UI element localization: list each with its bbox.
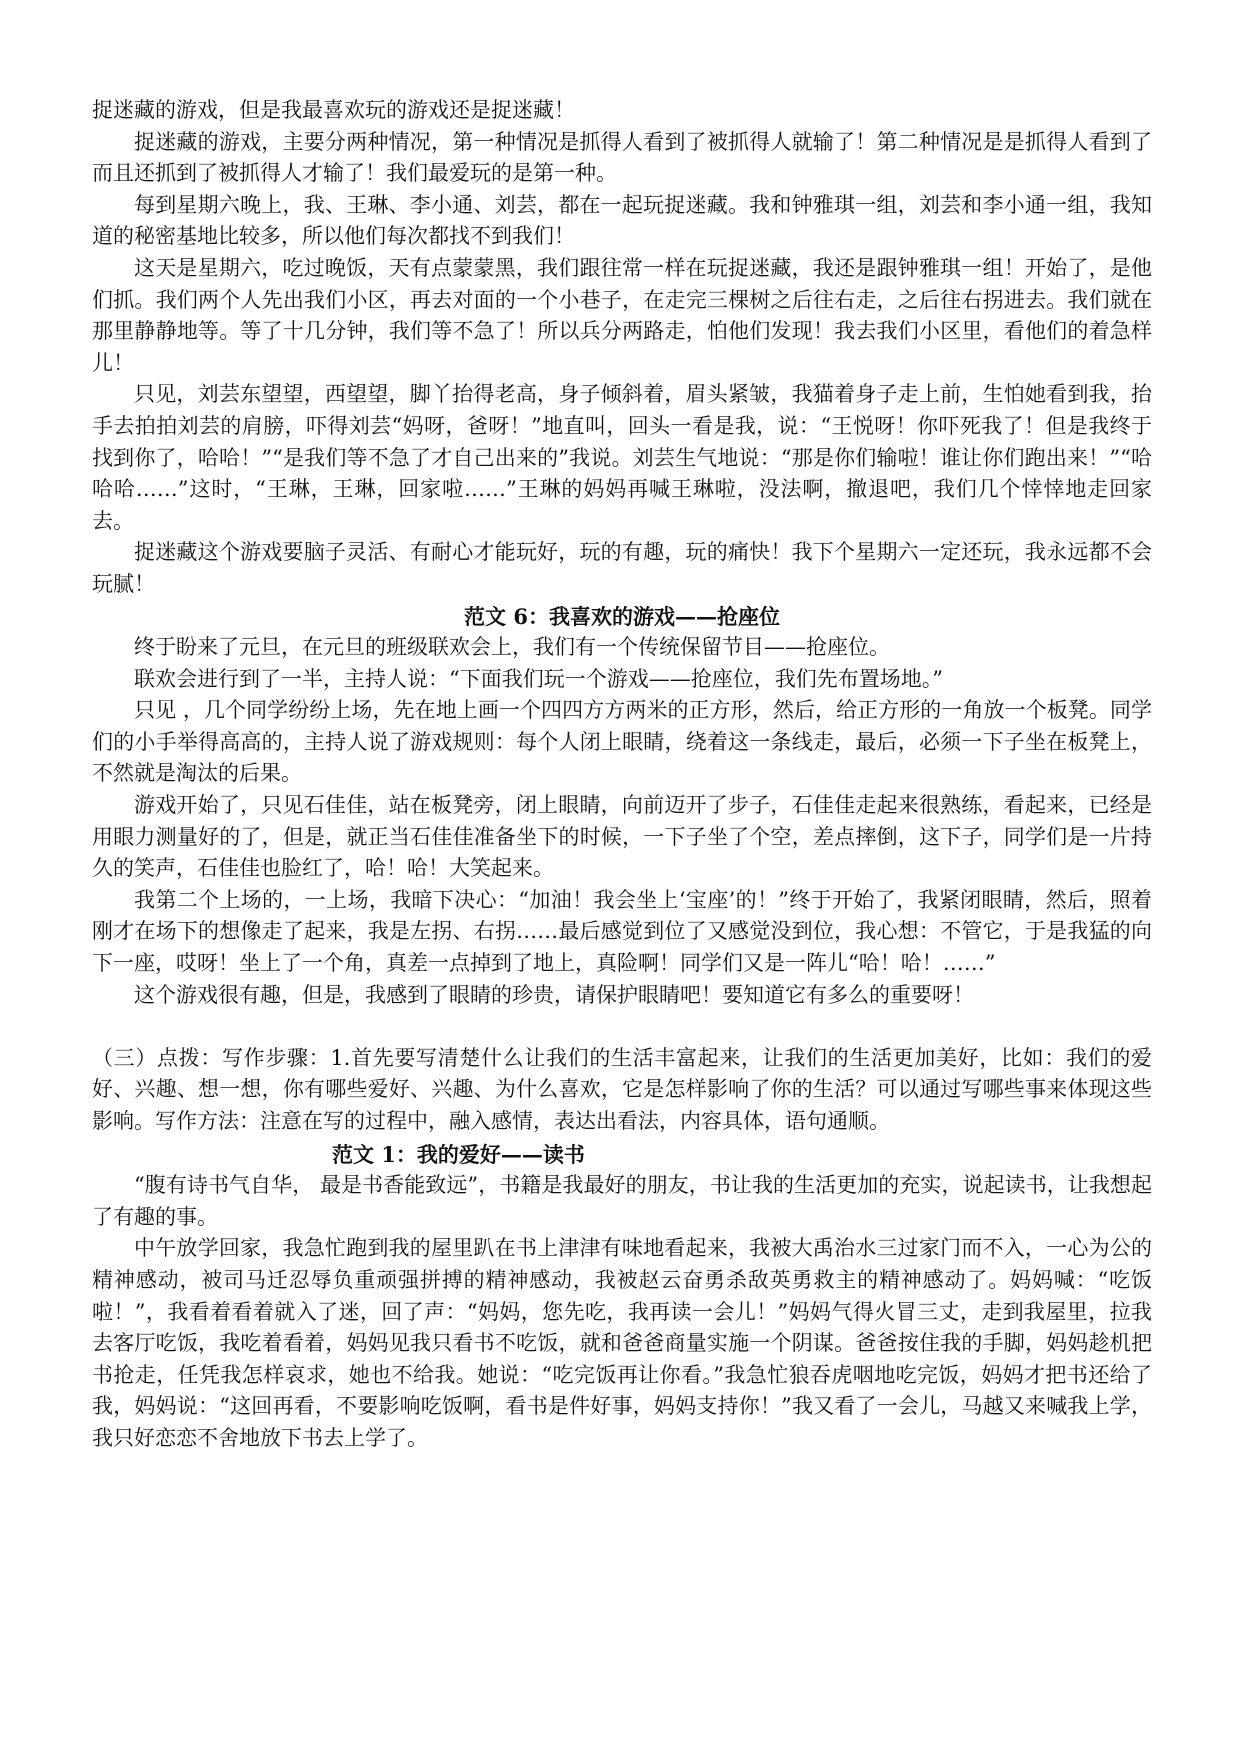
paragraph: 这天是星期六，吃过晚饭，天有点蒙蒙黑，我们跟往常一样在玩捉迷藏，我还是跟钟雅琪一组！开始了，是他们抓。我们两个人先出我们小区，再去对面的一个小巷子，在走完三棵树之后往右走，之后往右拐进去。我们就在那里静静地等。等了十几分钟，我们等不急了！所以兵分两路走，怕他们发现！我去我们小区里，看他们的着急样儿！ (92, 255, 1152, 375)
essay-title: 范文 6：我喜欢的游戏——抢座位 (464, 603, 780, 629)
paragraph: 只见 ，几个同学纷纷上场，先在地上画一个四四方方两米的正方形，然后，给正方形的一角放一个板凳。同学们的小手举得高高的，主持人说了游戏规则：每个人闭上眼睛，绕着这一条线走，最后，必须一下子坐在板凳上，不然就是淘汰的后果。 (92, 698, 1152, 786)
essay-title: 范文 1：我的爱好——读书 (332, 1141, 585, 1167)
paragraph: 联欢会进行到了一半，主持人说：“下面我们玩一个游戏——抢座位，我们先布置场地。” (134, 666, 943, 691)
paragraph: 只见，刘芸东望望，西望望，脚丫抬得老高，身子倾斜着，眉头紧皱，我猫着身子走上前，生怕她看到我，抬手去拍拍刘芸的肩膀，吓得刘芸“妈呀，爸呀！”地直叫，回头一看是我，说：“王悦呀！你吓死我了！但是我终于找到你了，哈哈！”“是我们等不急了才自己出来的”我说。刘芸生气地说：“那是你们输啦！谁让你们跑出来！”“哈哈哈……”这时，“王琳，王琳，回家啦……”王琳的妈妈再喊王琳啦，没法啊，撤退吧，我们几个悻悻地走回家去。 (92, 382, 1152, 533)
paragraph: 中午放学回家，我急忙跑到我的屋里趴在书上津津有味地看起来，我被大禹治水三过家门而不入，一心为公的精神感动，被司马迁忍辱负重顽强拼搏的精神感动，我被赵云奋勇杀敌英勇救主的精神感动了。妈妈喊：“吃饭啦！”，我看着看着就入了迷，回了声：“妈妈，您先吃，我再读一会儿！”妈妈气得火冒三丈，走到我屋里，拉我去客厅吃饭，我吃着看着，妈妈见我只看书不吃饭，就和爸爸商量实施一个阴谋。爸爸按住我的手脚，妈妈趁机把书抢走，任凭我怎样哀求，她也不给我。她说：“吃完饭再让你看。”我急忙狼吞虎咽地吃完饭，妈妈才把书还给了我，妈妈说：“这回再看，不要影响吃饭啊，看书是件好事，妈妈支持你！”我又看了一会儿，马越又来喊我上学，我只好恋恋不舍地放下书去上学了。 (92, 1236, 1152, 1450)
paragraph: 捉迷藏的游戏，但是我最喜欢玩的游戏还是捉迷藏！ (92, 98, 575, 122)
paragraph: 我第二个上场的，一上场，我暗下决心：“加油！我会坐上‘宝座’的！”终于开始了，我紧闭眼睛，然后，照着刚才在场下的想像走了起来，我是左拐、右拐……最后感觉到位了又感觉没到位，我心想：不管它，于是我猛的向下一座，哎呀！坐上了一个角，真差一点掉到了地上，真险啊！同学们又是一阵儿“哈！哈！……” (92, 887, 1152, 976)
writing-tips: （三）点拨：写作步骤：1.首先要写清楚什么让我们的生活丰富起来，让我们的生活更加美好，比如：我们的爱好、兴趣、想一想，你有哪些爱好、兴趣、为什么喜欢，它是怎样影响了你的生活？可以通过写哪些事来体现这些影响。写作方法：注意在写的过程中，融入感情，表达出看法，内容具体，语句通顺。 (92, 1045, 1152, 1133)
spacer (92, 1011, 1152, 1043)
paragraph: “腹有诗书气自华， 最是书香能致远”，书籍是我最好的朋友，书让我的生活更加的充实，说起读书，让我想起了有趣的事。 (92, 1173, 1152, 1229)
paragraph: 这个游戏很有趣，但是，我感到了眼睛的珍贵，请保护眼睛吧！要知道它有多么的重要呀！ (134, 982, 974, 1007)
document-page (92, 95, 1152, 1455)
paragraph: 捉迷藏这个游戏要脑子灵活、有耐心才能玩好，玩的有趣，玩的痛快！我下个星期六一定还玩，我永远都不会玩腻！ (92, 540, 1152, 596)
paragraph: 游戏开始了，只见石佳佳，站在板凳旁，闭上眼睛，向前迈开了步子，石佳佳走起来很熟练，看起来，已经是用眼力测量好的了，但是，就正当石佳佳准备坐下的时候，一下子坐了个空，差点摔倒，这下子，同学们是一片持久的笑声，石佳佳也脸红了，哈！哈！大笑起来。 (92, 793, 1152, 881)
paragraph: 每到星期六晚上，我、王琳、李小通、刘芸，都在一起玩捉迷藏。我和钟雅琪一组，刘芸和李小通一组，我知道的秘密基地比较多，所以他们每次都找不到我们！ (92, 192, 1152, 249)
paragraph: 终于盼来了元旦，在元旦的班级联欢会上，我们有一个传统保留节目——抢座位。 (134, 635, 890, 660)
paragraph: 捉迷藏的游戏，主要分两种情况，第一种情况是抓得人看到了被抓得人就输了！第二种情况是是抓得人看到了而且还抓到了被抓得人才输了！我们最爱玩的是第一种。 (92, 129, 1152, 186)
